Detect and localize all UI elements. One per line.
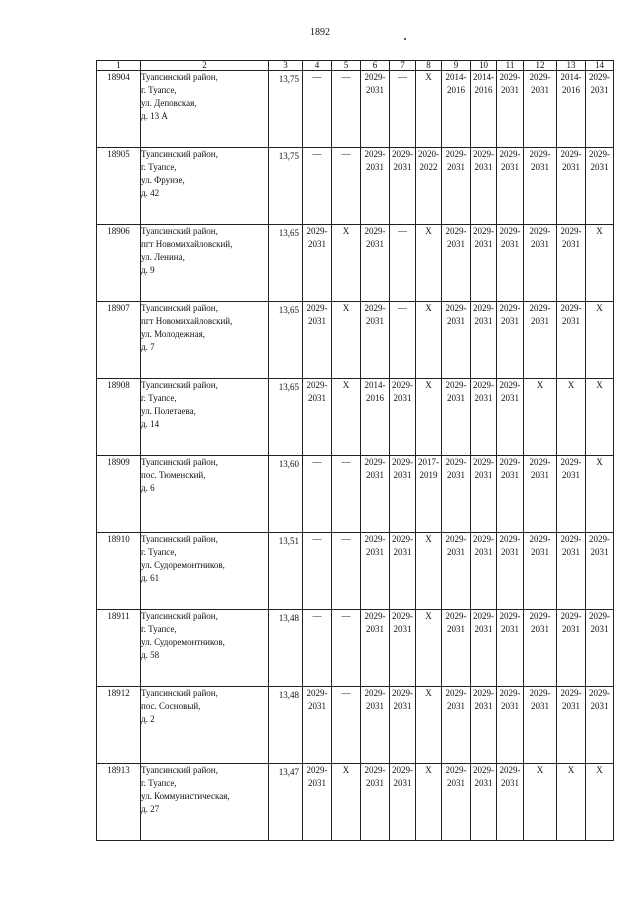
address-line: д. 7 (141, 342, 155, 352)
address-cell (141, 764, 269, 841)
period-cell: — (332, 533, 361, 610)
period-cell: 2014- 2016 (361, 379, 390, 456)
period-cell: Х (416, 687, 442, 764)
value-cell: 13,51 (269, 533, 303, 610)
address-cell (141, 302, 269, 379)
period-cell: 2029- 2031 (442, 533, 471, 610)
period-cell: 2029- 2031 (524, 687, 557, 764)
period-cell: 2029- 2031 (361, 225, 390, 302)
column-header: 10 (471, 61, 497, 71)
record-number: 18912 (97, 687, 141, 764)
period-cell: 2029- 2031 (303, 225, 332, 302)
address-cell (141, 148, 269, 225)
period-cell: — (332, 148, 361, 225)
period-cell: Х (524, 379, 557, 456)
period-cell: 2014- 2016 (557, 71, 586, 148)
period-cell: Х (332, 379, 361, 456)
period-cell: 2029- 2031 (471, 302, 497, 379)
column-header: 7 (390, 61, 416, 71)
period-cell: Х (586, 764, 614, 841)
table-row (97, 533, 614, 610)
period-cell: 2029- 2031 (586, 148, 614, 225)
address-line: д. 61 (141, 573, 160, 583)
period-cell: Х (586, 456, 614, 533)
value-cell: 13,48 (269, 610, 303, 687)
period-cell: 2029- 2031 (557, 456, 586, 533)
address-line: Туапсинский район, (141, 534, 218, 544)
column-header: 9 (442, 61, 471, 71)
period-cell: — (303, 610, 332, 687)
value-cell: 13,65 (269, 379, 303, 456)
address-line: г. Туапсе, (141, 393, 177, 403)
record-number: 18909 (97, 456, 141, 533)
address-cell (141, 71, 269, 148)
address-line: пос. Сосновый, (141, 701, 201, 711)
period-cell: 2029- 2031 (361, 302, 390, 379)
period-cell: 2029- 2031 (497, 225, 524, 302)
period-cell: 2029- 2031 (303, 302, 332, 379)
table-body (97, 71, 614, 841)
period-cell: 2029- 2031 (497, 533, 524, 610)
address-line: д. 27 (141, 804, 160, 814)
address-line: Туапсинский район, (141, 688, 218, 698)
period-cell: Х (416, 533, 442, 610)
column-header: 12 (524, 61, 557, 71)
value-cell: 13,75 (269, 71, 303, 148)
record-number: 18908 (97, 379, 141, 456)
column-header: 8 (416, 61, 442, 71)
address-cell (141, 225, 269, 302)
address-line: Туапсинский район, (141, 457, 218, 467)
period-cell: 2029- 2031 (524, 71, 557, 148)
period-cell: 2029- 2031 (497, 302, 524, 379)
address-line: пос. Тюменский, (141, 470, 206, 480)
period-cell: Х (557, 379, 586, 456)
address-line: ул. Молодежная, (141, 329, 205, 339)
period-cell: — (303, 71, 332, 148)
table-row (97, 610, 614, 687)
address-line: Туапсинский район, (141, 303, 218, 313)
period-cell: — (390, 225, 416, 302)
table-row (97, 456, 614, 533)
period-cell: 2029- 2031 (471, 379, 497, 456)
period-cell: 2029- 2031 (442, 302, 471, 379)
period-cell: 2029- 2031 (497, 610, 524, 687)
period-cell: Х (416, 764, 442, 841)
address-line: г. Туапсе, (141, 547, 177, 557)
table-row (97, 148, 614, 225)
period-cell: 2029- 2031 (442, 687, 471, 764)
column-header: 1 (97, 61, 141, 71)
period-cell: — (332, 456, 361, 533)
period-cell: 2029- 2031 (303, 687, 332, 764)
period-cell: — (332, 687, 361, 764)
column-header: 13 (557, 61, 586, 71)
address-line: ул. Ленина, (141, 252, 185, 262)
table-row (97, 764, 614, 841)
period-cell: 2029- 2031 (442, 379, 471, 456)
table-row (97, 687, 614, 764)
address-line: д. 2 (141, 714, 155, 724)
period-cell: 2029- 2031 (497, 71, 524, 148)
period-cell: 2029- 2031 (586, 687, 614, 764)
period-cell: 2029- 2031 (497, 764, 524, 841)
address-line: ул. Деповская, (141, 98, 197, 108)
period-cell: 2029- 2031 (557, 687, 586, 764)
page-number: 1892 (310, 27, 330, 38)
address-cell (141, 687, 269, 764)
period-cell: 2029- 2031 (361, 533, 390, 610)
period-cell: 2020- 2022 (416, 148, 442, 225)
period-cell: — (332, 71, 361, 148)
period-cell: 2029- 2031 (557, 610, 586, 687)
period-cell: 2029- 2031 (442, 456, 471, 533)
value-cell: 13,47 (269, 764, 303, 841)
record-number: 18904 (97, 71, 141, 148)
address-line: д. 6 (141, 483, 155, 493)
period-cell: 2029- 2031 (557, 302, 586, 379)
period-cell: 2029- 2031 (361, 687, 390, 764)
period-cell: 2029- 2031 (390, 456, 416, 533)
value-cell: 13,60 (269, 456, 303, 533)
period-cell: 2029- 2031 (471, 533, 497, 610)
period-cell: 2029- 2031 (361, 610, 390, 687)
table-row (97, 225, 614, 302)
period-cell: Х (332, 302, 361, 379)
period-cell: — (390, 302, 416, 379)
period-cell: 2029- 2031 (442, 148, 471, 225)
period-cell: 2029- 2031 (303, 764, 332, 841)
address-line: Туапсинский район, (141, 380, 218, 390)
address-line: ул. Судоремонтников, (141, 560, 225, 570)
address-line: ул. Полетаева, (141, 406, 196, 416)
period-cell: 2029- 2031 (390, 533, 416, 610)
period-cell: Х (416, 302, 442, 379)
period-cell: — (303, 456, 332, 533)
value-cell: 13,75 (269, 148, 303, 225)
period-cell: Х (524, 764, 557, 841)
address-line: г. Туапсе, (141, 85, 177, 95)
period-cell: Х (557, 764, 586, 841)
period-cell: 2029- 2031 (471, 225, 497, 302)
period-cell: Х (416, 379, 442, 456)
column-header: 3 (269, 61, 303, 71)
record-number: 18910 (97, 533, 141, 610)
period-cell: 2014- 2016 (442, 71, 471, 148)
period-cell: Х (416, 610, 442, 687)
address-line: ул. Фрунзе, (141, 175, 185, 185)
period-cell: 2029- 2031 (586, 610, 614, 687)
period-cell: 2029- 2031 (442, 225, 471, 302)
period-cell: 2029- 2031 (524, 225, 557, 302)
column-header: 5 (332, 61, 361, 71)
period-cell: 2029- 2031 (471, 687, 497, 764)
period-cell: 2017- 2019 (416, 456, 442, 533)
address-cell (141, 379, 269, 456)
period-cell: 2029- 2031 (524, 610, 557, 687)
period-cell: 2029- 2031 (524, 533, 557, 610)
address-line: д. 9 (141, 265, 155, 275)
period-cell: — (390, 71, 416, 148)
record-number: 18907 (97, 302, 141, 379)
period-cell: 2029- 2031 (524, 148, 557, 225)
period-cell: Х (416, 71, 442, 148)
period-cell: 2029- 2031 (361, 148, 390, 225)
address-cell (141, 456, 269, 533)
address-line: ул. Коммунистическая, (141, 791, 230, 801)
address-line: Туапсинский район, (141, 149, 218, 159)
column-header: 11 (497, 61, 524, 71)
address-line: пгт Новомихайловский, (141, 316, 233, 326)
period-cell: 2029- 2031 (390, 687, 416, 764)
address-line: Туапсинский район, (141, 72, 218, 82)
period-cell: Х (332, 225, 361, 302)
scan-dot (404, 38, 406, 40)
period-cell: — (332, 610, 361, 687)
period-cell: 2029- 2031 (471, 456, 497, 533)
address-line: пгт Новомихайловский, (141, 239, 233, 249)
record-number: 18913 (97, 764, 141, 841)
address-line: д. 13 А (141, 111, 168, 121)
period-cell: 2029- 2031 (390, 148, 416, 225)
column-header: 14 (586, 61, 614, 71)
period-cell: 2029- 2031 (471, 148, 497, 225)
period-cell: 2029- 2031 (497, 687, 524, 764)
address-cell (141, 610, 269, 687)
period-cell: Х (586, 379, 614, 456)
address-line: Туапсинский район, (141, 765, 218, 775)
table-row (97, 379, 614, 456)
period-cell: 2029- 2031 (390, 379, 416, 456)
period-cell: 2029- 2031 (390, 610, 416, 687)
column-header: 2 (141, 61, 269, 71)
period-cell: 2029- 2031 (442, 610, 471, 687)
period-cell: 2029- 2031 (390, 764, 416, 841)
period-cell: — (303, 148, 332, 225)
address-line: д. 58 (141, 650, 160, 660)
value-cell: 13,65 (269, 225, 303, 302)
record-number: 18911 (97, 610, 141, 687)
period-cell: 2029- 2031 (497, 379, 524, 456)
register-table (96, 60, 614, 841)
table-row (97, 302, 614, 379)
period-cell: 2029- 2031 (497, 148, 524, 225)
value-cell: 13,65 (269, 302, 303, 379)
period-cell: 2029- 2031 (586, 71, 614, 148)
period-cell: 2029- 2031 (586, 533, 614, 610)
period-cell: 2029- 2031 (361, 456, 390, 533)
address-line: д. 14 (141, 419, 160, 429)
record-number: 18906 (97, 225, 141, 302)
address-line: г. Туапсе, (141, 778, 177, 788)
column-header: 6 (361, 61, 390, 71)
period-cell: 2029- 2031 (524, 456, 557, 533)
period-cell: Х (416, 225, 442, 302)
period-cell: Х (332, 764, 361, 841)
column-number-row (97, 61, 614, 71)
value-cell: 13,48 (269, 687, 303, 764)
period-cell: 2029- 2031 (557, 225, 586, 302)
period-cell: 2029- 2031 (524, 302, 557, 379)
period-cell: 2029- 2031 (557, 533, 586, 610)
period-cell: 2029- 2031 (303, 379, 332, 456)
period-cell: 2029- 2031 (497, 456, 524, 533)
period-cell: 2029- 2031 (471, 610, 497, 687)
address-line: г. Туапсе, (141, 624, 177, 634)
column-header: 4 (303, 61, 332, 71)
address-line: ул. Судоремонтников, (141, 637, 225, 647)
period-cell: — (303, 533, 332, 610)
period-cell: 2029- 2031 (557, 148, 586, 225)
period-cell: 2029- 2031 (442, 764, 471, 841)
period-cell: 2014- 2016 (471, 71, 497, 148)
period-cell: Х (586, 302, 614, 379)
address-cell (141, 533, 269, 610)
period-cell: Х (586, 225, 614, 302)
period-cell: 2029- 2031 (361, 764, 390, 841)
period-cell: 2029- 2031 (471, 764, 497, 841)
address-line: д. 42 (141, 188, 160, 198)
period-cell: 2029- 2031 (361, 71, 390, 148)
address-line: г. Туапсе, (141, 162, 177, 172)
record-number: 18905 (97, 148, 141, 225)
address-line: Туапсинский район, (141, 226, 218, 236)
table-row (97, 71, 614, 148)
address-line: Туапсинский район, (141, 611, 218, 621)
